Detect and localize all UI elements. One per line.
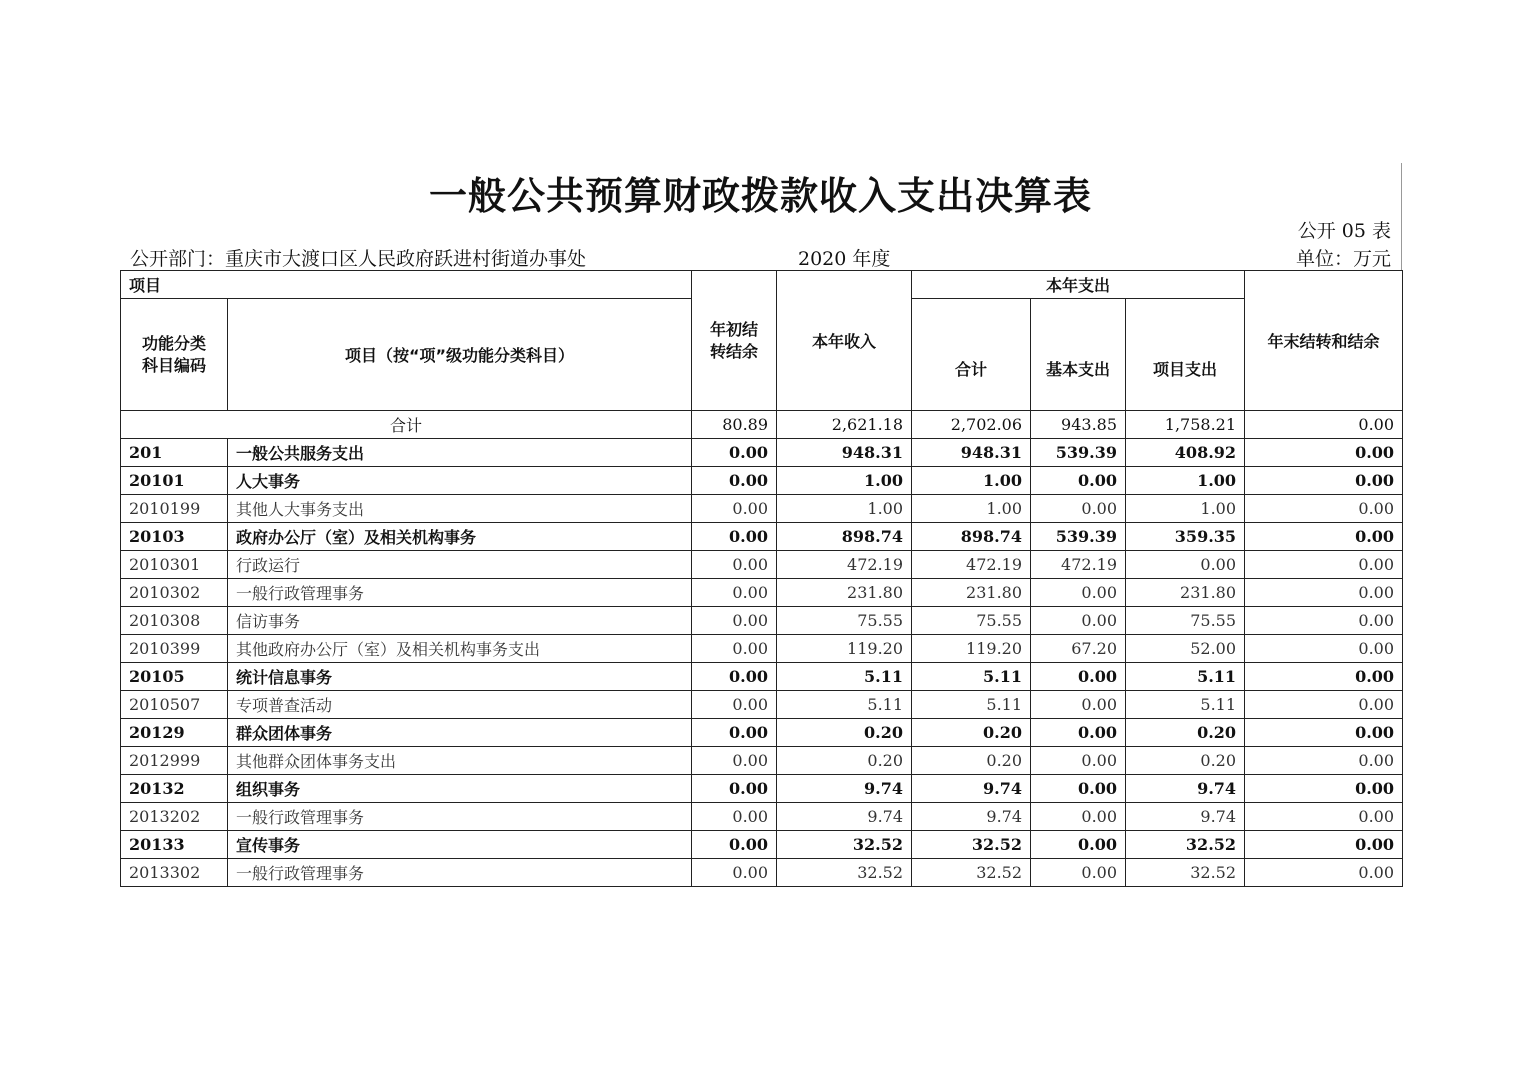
- cell-project: 52.00: [1126, 635, 1245, 663]
- cell-income: 231.80: [777, 579, 912, 607]
- cell-project: 231.80: [1126, 579, 1245, 607]
- form-number: 公开 05 表: [1297, 220, 1391, 242]
- header-total: 合计: [912, 299, 1031, 411]
- cell-end: 0.00: [1245, 607, 1403, 635]
- cell-total: 9.74: [912, 803, 1031, 831]
- cell-project: 0.00: [1126, 551, 1245, 579]
- cell-code: 2010399: [121, 635, 228, 663]
- cell-project: 0.20: [1126, 747, 1245, 775]
- cell-total: 9.74: [912, 775, 1031, 803]
- table-row: [121, 579, 1403, 607]
- cell-end: 0.00: [1245, 523, 1403, 551]
- cell-basic: 539.39: [1031, 439, 1126, 467]
- cell-project: 5.11: [1126, 663, 1245, 691]
- cell-basic: 0.00: [1031, 719, 1126, 747]
- cell-income: 32.52: [777, 831, 912, 859]
- cell-name: 其他人大事务支出: [228, 495, 692, 523]
- unit-label: 单位：万元: [1295, 248, 1391, 270]
- table-row: [121, 439, 1403, 467]
- cell-total: 898.74: [912, 523, 1031, 551]
- cell-begin: 0.00: [692, 579, 777, 607]
- total-label: 合计: [121, 411, 692, 439]
- cell-total: 32.52: [912, 859, 1031, 887]
- cell-begin: 0.00: [692, 775, 777, 803]
- cell-begin: 0.00: [692, 691, 777, 719]
- cell-basic: 0.00: [1031, 467, 1126, 495]
- cell-project: 408.92: [1126, 439, 1245, 467]
- cell-basic: 539.39: [1031, 523, 1126, 551]
- cell-total: 1.00: [912, 467, 1031, 495]
- cell-basic: 0.00: [1031, 579, 1126, 607]
- table-row: [121, 775, 1403, 803]
- cell-name: 人大事务: [228, 467, 692, 495]
- header-code-line1: 功能分类: [141, 333, 206, 353]
- cell-name: 政府办公厅（室）及相关机构事务: [228, 523, 692, 551]
- table-row: [121, 495, 1403, 523]
- cell-income: 75.55: [777, 607, 912, 635]
- header-basic: 基本支出: [1031, 299, 1126, 411]
- total-end: 0.00: [1245, 411, 1403, 439]
- cell-total: 0.20: [912, 747, 1031, 775]
- table-row: [121, 467, 1403, 495]
- fiscal-year: 2020 年度: [798, 248, 891, 270]
- cell-basic: 472.19: [1031, 551, 1126, 579]
- total-total: 2,702.06: [912, 411, 1031, 439]
- cell-income: 1.00: [777, 467, 912, 495]
- table-row: [121, 691, 1403, 719]
- cell-end: 0.00: [1245, 719, 1403, 747]
- cell-code: 20101: [121, 467, 228, 495]
- cell-project: 32.52: [1126, 831, 1245, 859]
- cell-end: 0.00: [1245, 635, 1403, 663]
- cell-income: 5.11: [777, 691, 912, 719]
- total-row: [121, 411, 1403, 439]
- cell-end: 0.00: [1245, 495, 1403, 523]
- header-begin-line1: 年初结: [710, 319, 759, 339]
- cell-income: 898.74: [777, 523, 912, 551]
- cell-total: 948.31: [912, 439, 1031, 467]
- cell-end: 0.00: [1245, 691, 1403, 719]
- cell-project: 1.00: [1126, 467, 1245, 495]
- cell-end: 0.00: [1245, 467, 1403, 495]
- cell-basic: 0.00: [1031, 607, 1126, 635]
- cell-begin: 0.00: [692, 719, 777, 747]
- cell-begin: 0.00: [692, 523, 777, 551]
- total-project: 1,758.21: [1126, 411, 1245, 439]
- header-code-line2: 科目编码: [141, 355, 206, 375]
- cell-income: 5.11: [777, 663, 912, 691]
- cell-total: 472.19: [912, 551, 1031, 579]
- cell-income: 0.20: [777, 747, 912, 775]
- cell-begin: 0.00: [692, 747, 777, 775]
- header-code: [121, 299, 228, 411]
- cell-project: 0.20: [1126, 719, 1245, 747]
- cell-project: 32.52: [1126, 859, 1245, 887]
- cell-project: 5.11: [1126, 691, 1245, 719]
- cell-begin: 0.00: [692, 859, 777, 887]
- cell-project: 75.55: [1126, 607, 1245, 635]
- cell-code: 2010308: [121, 607, 228, 635]
- cell-name: 一般行政管理事务: [228, 859, 692, 887]
- cell-name: 一般行政管理事务: [228, 579, 692, 607]
- header-row-1: [121, 271, 1403, 299]
- cell-name: 其他群众团体事务支出: [228, 747, 692, 775]
- cell-income: 9.74: [777, 803, 912, 831]
- cell-name: 信访事务: [228, 607, 692, 635]
- cell-end: 0.00: [1245, 663, 1403, 691]
- cell-begin: 0.00: [692, 831, 777, 859]
- header-begin-line2: 转结余: [710, 341, 759, 361]
- cell-basic: 0.00: [1031, 775, 1126, 803]
- cell-code: 201: [121, 439, 228, 467]
- cell-end: 0.00: [1245, 859, 1403, 887]
- cell-begin: 0.00: [692, 663, 777, 691]
- cell-basic: 0.00: [1031, 803, 1126, 831]
- cell-total: 5.11: [912, 663, 1031, 691]
- cell-income: 0.20: [777, 719, 912, 747]
- table-row: [121, 831, 1403, 859]
- cell-code: 2013202: [121, 803, 228, 831]
- cell-end: 0.00: [1245, 579, 1403, 607]
- cell-basic: 0.00: [1031, 859, 1126, 887]
- document-title: 一般公共预算财政拨款收入支出决算表: [428, 173, 1092, 218]
- cell-basic: 0.00: [1031, 831, 1126, 859]
- table-row: [121, 635, 1403, 663]
- cell-project: 359.35: [1126, 523, 1245, 551]
- cell-total: 119.20: [912, 635, 1031, 663]
- total-begin: 80.89: [692, 411, 777, 439]
- cell-code: 2010301: [121, 551, 228, 579]
- table-row: [121, 719, 1403, 747]
- table-row: [121, 551, 1403, 579]
- cell-code: 2010199: [121, 495, 228, 523]
- cell-end: 0.00: [1245, 551, 1403, 579]
- cell-begin: 0.00: [692, 467, 777, 495]
- cell-income: 472.19: [777, 551, 912, 579]
- cell-project: 9.74: [1126, 803, 1245, 831]
- cell-begin: 0.00: [692, 635, 777, 663]
- cell-total: 32.52: [912, 831, 1031, 859]
- cell-end: 0.00: [1245, 803, 1403, 831]
- cell-code: 20133: [121, 831, 228, 859]
- table-row: [121, 859, 1403, 887]
- department-label: 公开部门：重庆市大渡口区人民政府跃进村街道办事处: [130, 248, 587, 270]
- table-row: [121, 663, 1403, 691]
- header-end-balance: 年末结转和结余: [1245, 271, 1403, 411]
- cell-end: 0.00: [1245, 775, 1403, 803]
- cell-code: 2010507: [121, 691, 228, 719]
- cell-code: 20105: [121, 663, 228, 691]
- cell-name: 行政运行: [228, 551, 692, 579]
- cell-basic: 0.00: [1031, 691, 1126, 719]
- cell-begin: 0.00: [692, 551, 777, 579]
- header-income: 本年收入: [777, 271, 912, 411]
- cell-basic: 0.00: [1031, 747, 1126, 775]
- cell-income: 9.74: [777, 775, 912, 803]
- cell-begin: 0.00: [692, 439, 777, 467]
- budget-table: [120, 270, 1403, 887]
- cell-code: 20103: [121, 523, 228, 551]
- header-item: 项目: [121, 271, 692, 299]
- cell-income: 32.52: [777, 859, 912, 887]
- header-expense-group: 本年支出: [912, 271, 1245, 299]
- table-row: [121, 803, 1403, 831]
- cell-code: 2013302: [121, 859, 228, 887]
- cell-name: 组织事务: [228, 775, 692, 803]
- cell-name: 群众团体事务: [228, 719, 692, 747]
- header-name: 项目（按“项”级功能分类科目）: [228, 299, 692, 411]
- cell-begin: 0.00: [692, 607, 777, 635]
- total-income: 2,621.18: [777, 411, 912, 439]
- table-row: [121, 523, 1403, 551]
- cell-total: 1.00: [912, 495, 1031, 523]
- header-project: 项目支出: [1126, 299, 1245, 411]
- cell-code: 20132: [121, 775, 228, 803]
- cell-begin: 0.00: [692, 495, 777, 523]
- cell-end: 0.00: [1245, 439, 1403, 467]
- table-row: [121, 607, 1403, 635]
- cell-income: 119.20: [777, 635, 912, 663]
- cell-name: 其他政府办公厅（室）及相关机构事务支出: [228, 635, 692, 663]
- cell-end: 0.00: [1245, 831, 1403, 859]
- cell-code: 20129: [121, 719, 228, 747]
- cell-name: 统计信息事务: [228, 663, 692, 691]
- cell-end: 0.00: [1245, 747, 1403, 775]
- cell-total: 5.11: [912, 691, 1031, 719]
- cell-basic: 0.00: [1031, 663, 1126, 691]
- header-begin-balance: [692, 271, 777, 411]
- cell-project: 9.74: [1126, 775, 1245, 803]
- cell-code: 2010302: [121, 579, 228, 607]
- cell-begin: 0.00: [692, 803, 777, 831]
- total-basic: 943.85: [1031, 411, 1126, 439]
- cell-income: 948.31: [777, 439, 912, 467]
- cell-name: 一般行政管理事务: [228, 803, 692, 831]
- cell-income: 1.00: [777, 495, 912, 523]
- cell-name: 宣传事务: [228, 831, 692, 859]
- cell-project: 1.00: [1126, 495, 1245, 523]
- cell-basic: 0.00: [1031, 495, 1126, 523]
- cell-name: 专项普查活动: [228, 691, 692, 719]
- cell-total: 75.55: [912, 607, 1031, 635]
- cell-basic: 67.20: [1031, 635, 1126, 663]
- cell-name: 一般公共服务支出: [228, 439, 692, 467]
- cell-total: 0.20: [912, 719, 1031, 747]
- cell-code: 2012999: [121, 747, 228, 775]
- cell-total: 231.80: [912, 579, 1031, 607]
- table-row: [121, 747, 1403, 775]
